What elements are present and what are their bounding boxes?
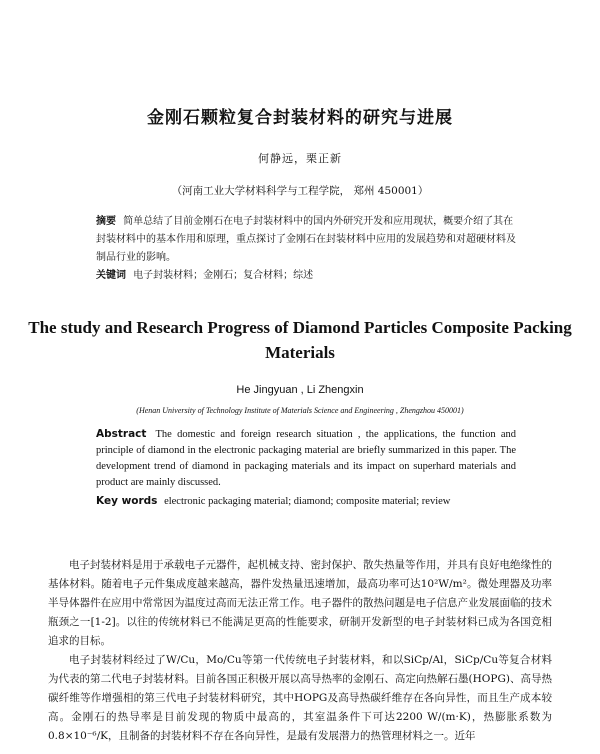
keywords-en: [96, 492, 516, 511]
authors-cn: 何静远，栗正新: [258, 152, 342, 165]
paper-title-cn: 金刚石颗粒复合封装材料的研究与进展: [147, 108, 453, 128]
keywords-cn: [96, 267, 516, 285]
authors-en: He Jingyuan , Li Zhengxin: [236, 384, 364, 396]
body-paragraph: 电子封装材料是用于承载电子元器件，起机械支持、密封保护、散失热量等作用，并具有良好电绝缘性的基体材料。随着电子元件集成度越来越高，器件发热量迅速增加，最高功率可达10²W/m²。微处理器及功率半导体器件在应用中常常因为温度过高而无法正常工作。电子器件的散热问题是电子信息产业发展面临的技术瓶颈之一[1-2]。以往的传统材料已不能满足更高的性能要求，研制开发新型的电子封装材料已成为各国竞相追求的目标。: [48, 559, 552, 647]
abstract-cn-label: 摘要: [96, 216, 116, 227]
keywords-en-text: electronic packaging material; diamond; composite material; review: [164, 496, 451, 507]
paper-title-en: The study and Research Progress of Diamond Particles Composite Packing Materials: [28, 318, 572, 362]
affiliation-cn: （河南工业大学材料科学与工程学院， 郑州 450001）: [171, 185, 429, 197]
keywords-en-label: Key words: [96, 495, 158, 507]
body-text: [48, 556, 552, 746]
abstract-en: [96, 426, 516, 491]
keywords-cn-text: 电子封装材料；金刚石；复合材料；综述: [133, 270, 314, 281]
keywords-cn-label: 关键词: [96, 270, 126, 281]
abstract-cn: [96, 213, 516, 267]
body-paragraph: 电子封装材料经过了W/Cu，Mo/Cu等第一代传统电子封装材料，和以SiCp/Al，SiCp/Cu等复合材料为代表的第二代电子封装材料。目前各国正积极开展以高导热率的金刚石、高定向热解石墨(HOPG)、高导热碳纤维等作增强相的第三代电子封装材料研究，其中HOPG及高导热碳纤维存在各向异性，而且生产成本较高。金刚石的热导率是目前发现的物质中最高的，其室温条件下可达2200 W/(m·K)，热膨胀系数为0.8×10⁻⁶/K，且制备的封装材料不存在各向异性，是最有发展潜力的热管理材料之一。近年: [48, 654, 552, 742]
abstract-cn-text: 简单总结了目前金刚石在电子封装材料中的国内外研究开发和应用现状，概要介绍了其在封装材料中的基本作用和原理，重点探讨了金刚石在封装材料中应用的发展趋势和对超硬材料及制品行业的影响。: [96, 216, 516, 263]
abstract-en-text: The domestic and foreign research situation , the applications, the function and principle of diamond in the electronic packaging material are briefly summarized in this paper. The development trend of diamond in packaging materials and its impact on superhard materials and product are mainly discussed.: [96, 429, 516, 488]
abstract-en-label: Abstract: [96, 428, 147, 440]
affiliation-en: (Henan University of Technology Institute of Materials Science and Engineering , Zhengzhou 450001): [136, 406, 464, 415]
